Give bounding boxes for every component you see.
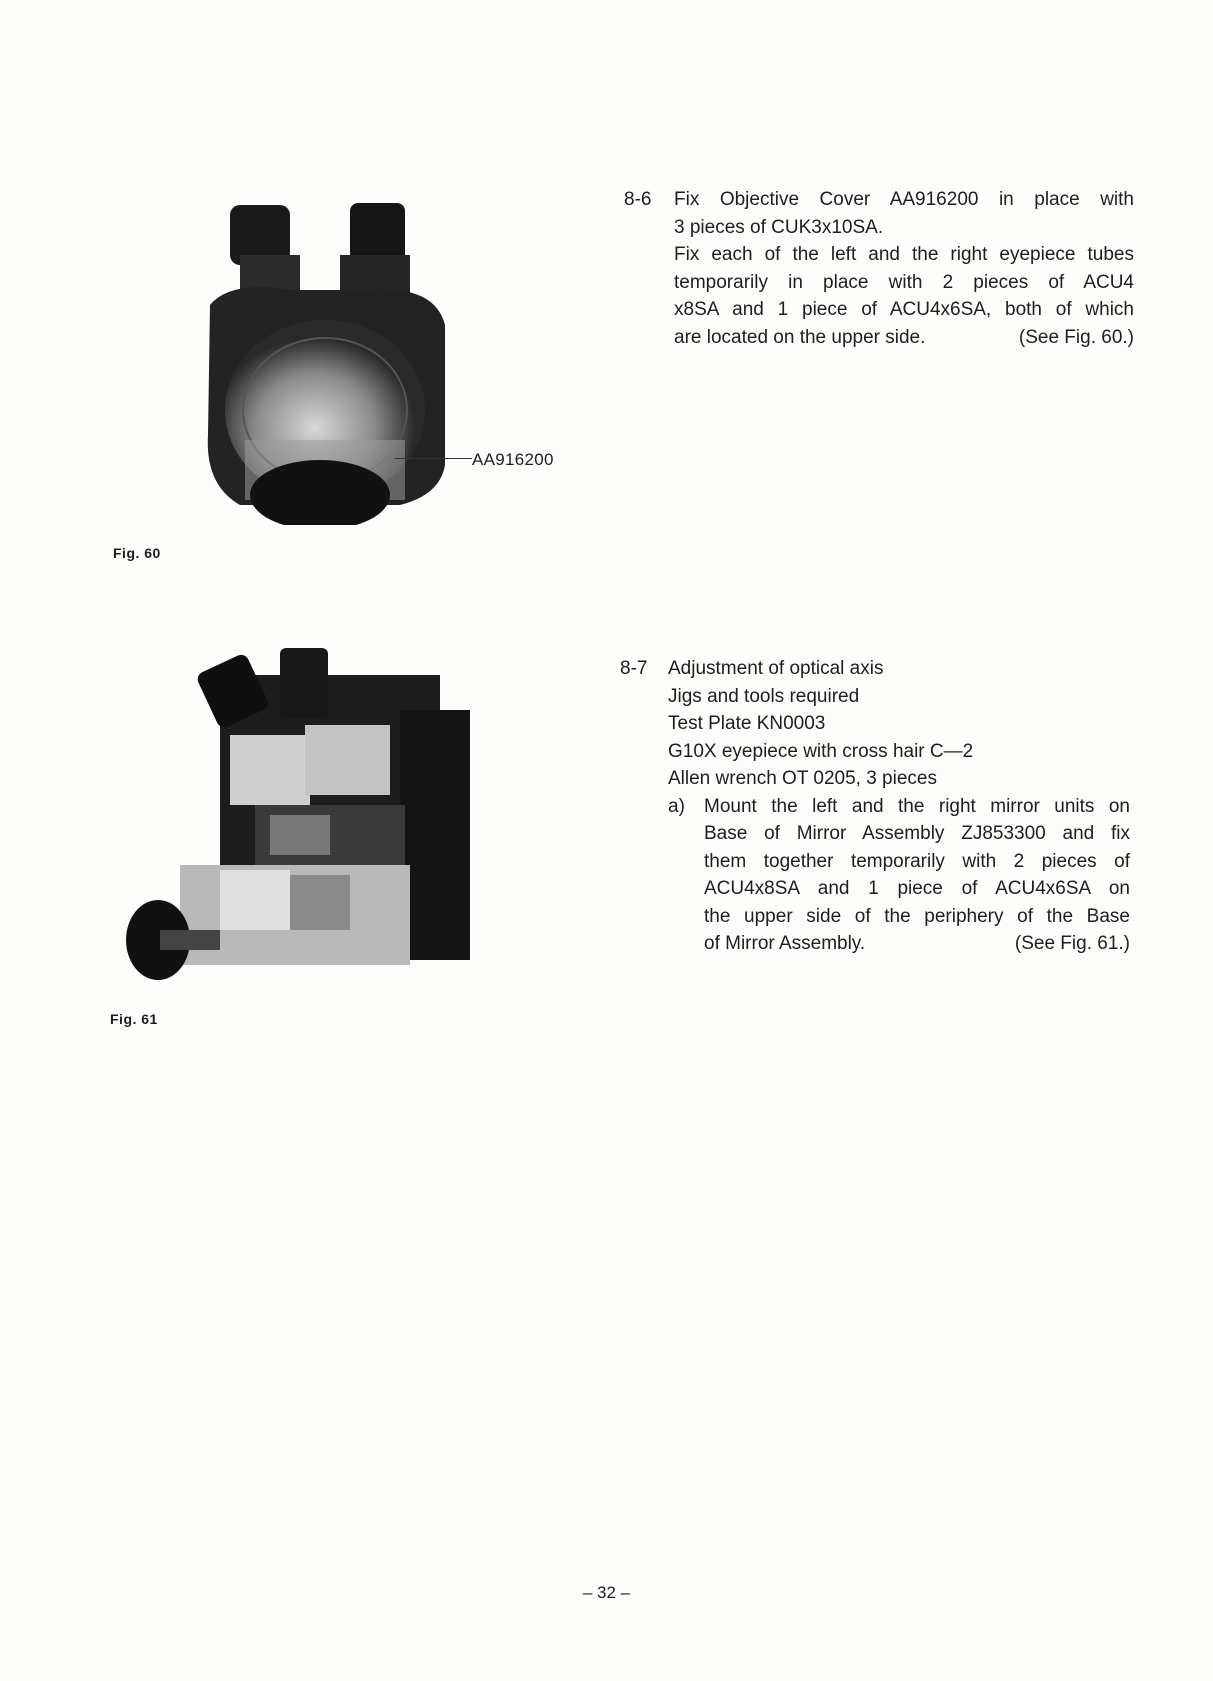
text-line: the upper side of the periphery of the Base (704, 905, 1130, 927)
figure-61-caption: Fig. 61 (110, 1011, 158, 1027)
page-number: – 32 – (582, 1583, 631, 1602)
text-line: Mount the left and the right mirror units on (704, 795, 1130, 817)
figure-61-photo (120, 640, 485, 990)
text-line: x8SA and 1 piece of ACU4x6SA, both of which (674, 299, 1134, 320)
section-title: Adjustment of optical axis (668, 658, 884, 679)
section-8-7 (620, 655, 1130, 958)
text-line: 3 pieces of CUK3x10SA. (674, 216, 884, 238)
section-number: 8-6 (624, 189, 652, 210)
text-line: Allen wrench OT 0205, 3 pieces (668, 768, 937, 789)
text-line: Fix Objective Cover AA916200 in place with (674, 189, 1134, 210)
text-line (704, 930, 1130, 958)
figure-reference: (See Fig. 60.) (1018, 326, 1134, 348)
callout-leader-line (395, 458, 472, 459)
text-line: Fix each of the left and the right eyepiece tubes (674, 244, 1134, 265)
list-item (668, 793, 1130, 958)
section-8-6 (624, 186, 1134, 351)
text-line (674, 324, 1134, 352)
text-line: Test Plate KN0003 (668, 713, 826, 734)
text-line: them together temporarily with 2 pieces of (704, 850, 1130, 872)
text-line: temporarily in place with 2 pieces of ACU4 (674, 271, 1134, 293)
text-line: Base of Mirror Assembly ZJ853300 and fix (704, 823, 1130, 844)
text-line: ACU4x8SA and 1 piece of ACU4x6SA on (704, 878, 1130, 899)
list-item-label: a) (668, 795, 685, 817)
figure-60-photo (200, 195, 480, 525)
text-line: G10X eyepiece with cross hair C—2 (668, 740, 974, 762)
text-line-end: of Mirror Assembly. (704, 933, 866, 954)
text-line: Jigs and tools required (668, 685, 860, 707)
figure-60-caption: Fig. 60 (113, 545, 161, 561)
section-number: 8-7 (620, 658, 648, 679)
callout-label-aa916200: AA916200 (472, 450, 554, 469)
text-line-end: are located on the upper side. (674, 326, 926, 348)
figure-reference: (See Fig. 61.) (1014, 933, 1130, 954)
